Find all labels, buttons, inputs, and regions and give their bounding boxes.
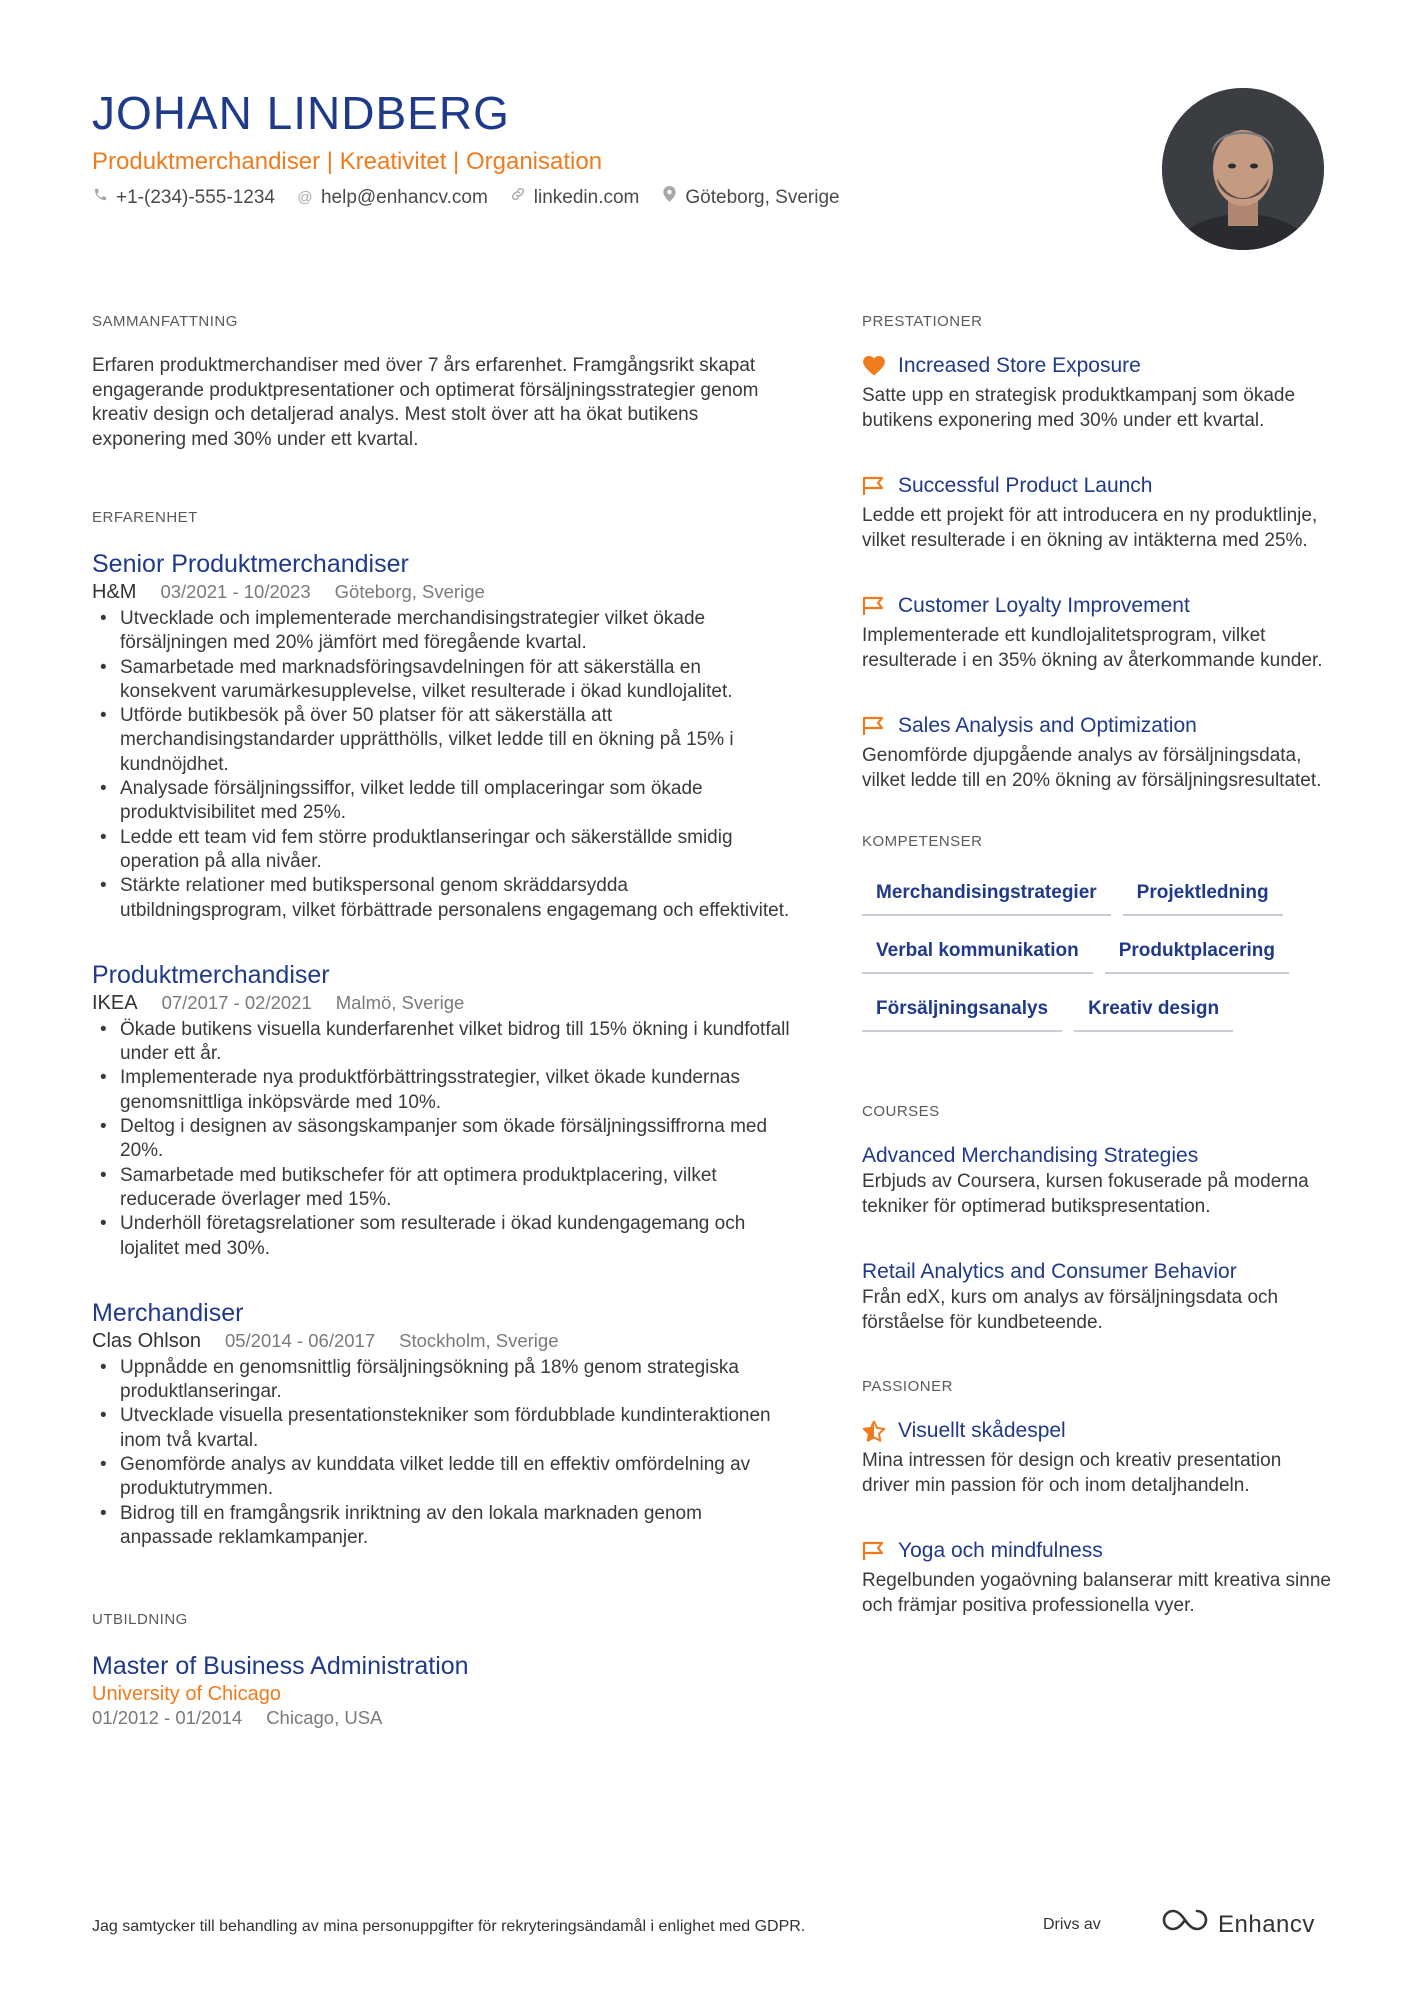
job-bullet: • Utvecklade visuella presentationstekniker som fördubblade kundinteraktionen inom två kvartal. (92, 1404, 792, 1453)
course-desc: Från edX, kurs om analys av försäljningsdata och förståelse för kundbeteende. (862, 1287, 1279, 1333)
job-entry (92, 548, 792, 923)
course-title: Retail Analytics and Consumer Behavior (862, 1260, 1237, 1283)
location-pin-icon (661, 185, 677, 211)
job-location: Stockholm, Sverige (399, 1329, 559, 1351)
at-icon: @ (297, 189, 313, 206)
job-bullet: • Utförde butikbesök på över 50 platser för att säkerställa att merchandisingstandarder upprätthölls, vilket ledde till en ökning på 15% i kundnöjdhet. (92, 704, 792, 777)
contact-bar (92, 185, 840, 211)
job-location: Göteborg, Sverige (334, 581, 485, 602)
job-location: Malmö, Sverige (335, 991, 465, 1013)
skills-list (862, 872, 1322, 1046)
passion-desc: Regelbunden yogaövning balanserar mitt kreativa sinne och främjar positiva professionella vyer. (862, 1570, 1331, 1616)
candidate-subtitle: Produktmerchandiser | Kreativitet | Organisation (92, 148, 603, 175)
achievement-desc: Implementerade ett kundlojalitetsprogram, vilket resulterade i en 35% ökning av återkommande kunder. (862, 625, 1323, 671)
achievements-heading: PRESTATIONER (862, 313, 983, 330)
job-company: H&M (92, 581, 137, 603)
achievement-item (862, 352, 1332, 433)
achievement-item (862, 712, 1332, 793)
job-entry (92, 1297, 792, 1550)
job-company: Clas Ohlson (92, 1329, 201, 1352)
gdpr-consent-note: Jag samtycker till behandling av mina personuppgifter för rekryteringsändamål i enlighet med GDPR. (92, 1918, 806, 1935)
summary-heading: SAMMANFATTNING (92, 313, 238, 330)
education-heading: UTBILDNING (92, 1611, 188, 1629)
achievement-header (862, 472, 1332, 500)
passion-item (862, 1537, 1332, 1618)
skills-section (862, 832, 1332, 1046)
passion-title: Visuellt skådespel (898, 1419, 1066, 1442)
job-company: IKEA (92, 991, 138, 1014)
experience-heading: ERFARENHET (92, 509, 198, 526)
education-dates: 01/2012 - 01/2014 (92, 1707, 243, 1729)
achievement-header (862, 352, 1332, 380)
education-location: Chicago, USA (266, 1707, 383, 1729)
job-dates: 07/2017 - 02/2021 (161, 991, 312, 1013)
job-bullet: • Samarbetade med butikschefer för att optimera produktplacering, vilket reducerade överlager med 15%. (92, 1164, 792, 1213)
summary-section (92, 312, 792, 452)
job-meta (92, 1329, 792, 1353)
job-bullet: • Stärkte relationer med butikspersonal genom skräddarsydda utbildningsprogram, vilket förbättrade personalens engagemang och effektivitet. (92, 874, 792, 923)
course-desc: Erbjuds av Coursera, kursen fokuserade på moderna tekniker för optimerad butikspresentation. (862, 1171, 1309, 1217)
job-bullets (92, 1018, 792, 1261)
skill-tag: Försäljningsanalys (862, 988, 1062, 1032)
passion-header (862, 1537, 1332, 1565)
infinity-logo-icon (1162, 1908, 1208, 1941)
heart-icon (862, 354, 886, 378)
job-bullet: • Ledde ett team vid fem större produktlanseringar och säkerställde smidig operation på alla nivåer. (92, 826, 792, 875)
job-title: Produktmerchandiser (92, 960, 330, 989)
job-bullets (92, 607, 792, 923)
course-item (862, 1142, 1332, 1219)
achievement-desc: Satte upp en strategisk produktkampanj som ökade butikens exponering med 30% under ett kvartal. (862, 385, 1296, 431)
courses-section (862, 1102, 1332, 1335)
job-entry (92, 959, 792, 1261)
job-bullet: • Samarbetade med marknadsföringsavdelningen för att säkerställa en konsekvent varumärkesupplevelse, vilket resulterade i ökad kundlojalitet. (92, 656, 792, 705)
job-meta (92, 580, 792, 604)
skill-tag: Produktplacering (1105, 930, 1289, 974)
brand-name: Enhancv (1218, 1910, 1315, 1938)
job-bullet: • Genomförde analys av kunddata vilket ledde till en effektiv omfördelning av produktutrymmen. (92, 1453, 792, 1502)
course-title: Advanced Merchandising Strategies (862, 1144, 1199, 1167)
job-bullet: • Ökade butikens visuella kunderfarenhet vilket bidrog till 15% ökning i kundfotfall under ett år. (92, 1018, 792, 1067)
job-meta (92, 991, 792, 1015)
summary-text: Erfaren produktmerchandiser med över 7 års erfarenhet. Framgångsrikt skapat engagerande produktpresentationer och optimerat försäljningsstrategier genom kreativ design och detaljerad analys. Mest stolt över att ha ökat butikens exponering med 30% under ett kvartal. (92, 355, 759, 450)
passion-header (862, 1417, 1332, 1445)
achievement-desc: Genomförde djupgående analys av försäljningsdata, vilket ledde till en 20% ökning av försäljningsresultatet. (862, 745, 1322, 791)
education-degree: Master of Business Administration (92, 1652, 469, 1681)
job-title: Senior Produktmerchandiser (92, 550, 409, 578)
contact-linkedin[interactable] (510, 185, 640, 211)
job-title: Merchandiser (92, 1298, 244, 1327)
courses-heading: COURSES (862, 1103, 940, 1120)
contact-location (661, 185, 839, 211)
achievement-title: Customer Loyalty Improvement (898, 594, 1190, 617)
experience-section (92, 508, 792, 1550)
courses-list (862, 1142, 1332, 1335)
flag-icon (862, 1539, 886, 1563)
job-bullet: • Analysade försäljningssiffor, vilket ledde till omplaceringar som ökade produktvisibilitet med 25%. (92, 777, 792, 826)
passion-title: Yoga och mindfulness (898, 1539, 1103, 1562)
achievements-section (862, 312, 1332, 793)
skill-tag: Kreativ design (1074, 988, 1233, 1032)
achievement-item (862, 592, 1332, 673)
achievement-title: Successful Product Launch (898, 474, 1153, 497)
job-dates: 03/2021 - 10/2023 (160, 581, 311, 602)
job-bullet: • Utvecklade och implementerade merchandisingstrategier vilket ökade försäljningen med 20% jämfört med föregående kvartal. (92, 607, 792, 656)
job-bullets (92, 1356, 792, 1550)
enhancv-logo[interactable] (1162, 1908, 1315, 1941)
skill-tag: Projektledning (1123, 872, 1283, 916)
job-bullet: • Bidrog till en framgångsrik inriktning av den lokala marknaden genom anpassade reklamkampanjer. (92, 1502, 792, 1551)
contact-linkedin-text[interactable]: linkedin.com (533, 187, 640, 208)
passion-desc: Mina intressen för design och kreativ presentation driver min passion för och inom detaljhandeln. (862, 1450, 1282, 1496)
job-bullet: • Underhöll företagsrelationer som resulterade i ökad kundengagemang och lojalitet med 30%. (92, 1212, 792, 1261)
star-icon (862, 1419, 886, 1443)
contact-phone-text: +1-(234)-555-1234 (116, 187, 275, 208)
achievement-title: Increased Store Exposure (898, 354, 1141, 377)
skill-tag: Merchandisingstrategier (862, 872, 1111, 916)
phone-icon (92, 185, 108, 211)
achievement-header (862, 712, 1332, 740)
passion-item (862, 1417, 1332, 1498)
passions-list (862, 1417, 1332, 1618)
job-bullet: • Uppnådde en genomsnittlig försäljningsökning på 18% genom strategiska produktlanseringar. (92, 1356, 792, 1405)
achievements-list (862, 352, 1332, 793)
powered-by-label: Drivs av (1043, 1916, 1101, 1933)
left-column (92, 312, 792, 1730)
job-dates: 05/2014 - 06/2017 (224, 1329, 376, 1351)
right-column (862, 312, 1332, 1657)
achievement-header (862, 592, 1332, 620)
passions-heading: PASSIONER (862, 1378, 953, 1395)
flag-icon (862, 474, 886, 498)
skill-tag: Verbal kommunikation (862, 930, 1093, 974)
achievement-item (862, 472, 1332, 553)
candidate-name: JOHAN LINDBERG (92, 87, 510, 139)
link-icon (510, 185, 526, 211)
skills-heading: KOMPETENSER (862, 833, 983, 850)
contact-location-text: Göteborg, Sverige (685, 187, 840, 208)
profile-photo (1162, 88, 1324, 250)
contact-email-text[interactable]: help@enhancv.com (320, 187, 488, 208)
passions-section (862, 1377, 1332, 1618)
achievement-title: Sales Analysis and Optimization (898, 714, 1197, 737)
job-bullet: • Implementerade nya produktförbättringsstrategier, vilket ökade kundernas genomsnittliga inköpsvärde med 10%. (92, 1066, 792, 1115)
flag-icon (862, 714, 886, 738)
flag-icon (862, 594, 886, 618)
education-section (92, 1610, 792, 1730)
achievement-desc: Ledde ett projekt för att introducera en ny produktlinje, vilket resulterade i en ökning av intäkterna med 25%. (862, 505, 1318, 551)
course-item (862, 1258, 1332, 1335)
job-bullet: • Deltog i designen av säsongskampanjer som ökade försäljningssiffrorna med 20%. (92, 1115, 792, 1164)
contact-email[interactable] (297, 185, 488, 211)
contact-phone (92, 185, 275, 211)
education-meta (92, 1706, 792, 1730)
education-school: University of Chicago (92, 1683, 281, 1706)
